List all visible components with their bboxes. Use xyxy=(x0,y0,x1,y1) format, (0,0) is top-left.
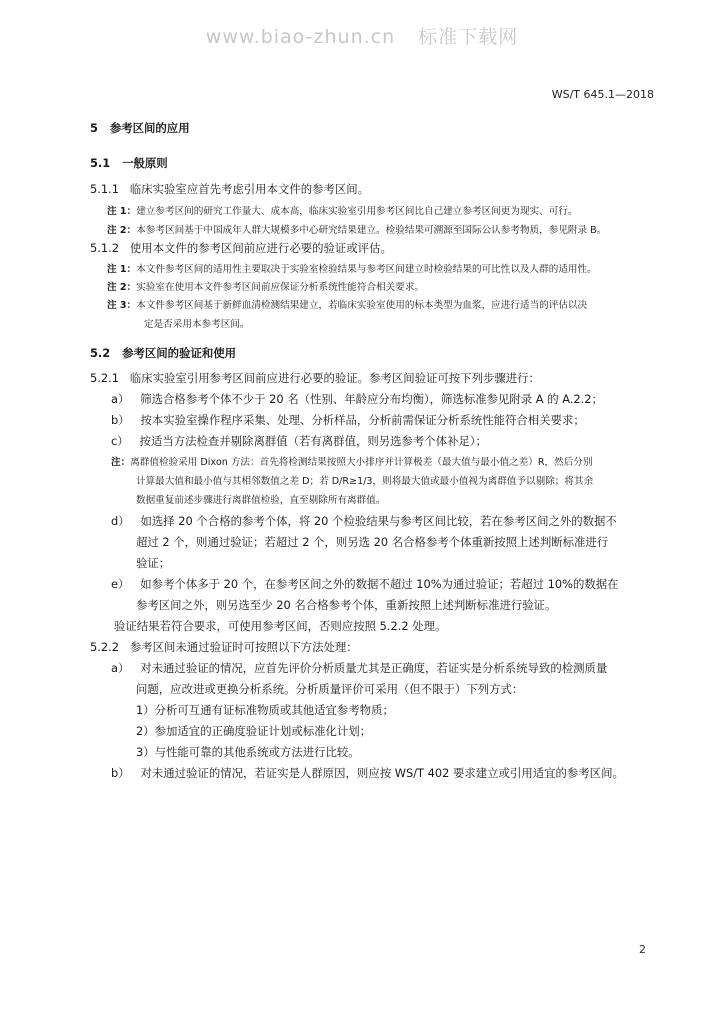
standard-number: WS/T 645.1—2018 xyxy=(551,88,654,101)
list-item-e xyxy=(111,576,619,592)
sub-item: 1）分析可互通有证标准物质或其他适宜参考物质； xyxy=(136,703,394,717)
note-label: 注 1： xyxy=(107,264,137,275)
clause-text: 临床实验室应首先考虑引用本文件的参考区间。 xyxy=(129,182,370,196)
clause-number: 5.2.2 xyxy=(90,640,119,654)
section-title: 参考区间的应用 xyxy=(109,121,190,135)
list-text: 按本实验室操作程序采集、处理、分析样品，分析前需保证分析系统性能符合相关要求； xyxy=(140,413,585,427)
note xyxy=(111,454,592,468)
clause-5-1-2 xyxy=(90,240,392,256)
list-continuation: 参考区间之外，则另选至少 20 名合格参考个体，重新按照上述判断标准进行验证。 xyxy=(136,598,557,612)
note xyxy=(107,222,606,236)
list-text: 如参考个体多于 20 个，在参考区间之外的数据不超过 10%为通过验证；若超过 10%的数据在 xyxy=(140,577,619,591)
note-text: 离群值检验采用 Dixon 方法：首先将检测结果按照大小排序并计算极差（最大值与最小值之差）R，然后分别 xyxy=(130,457,593,468)
clause-5-2-1 xyxy=(90,370,540,386)
list-item-b xyxy=(111,412,585,428)
note-text: 建立参考区间的研究工作量大、成本高，临床实验室引用参考区间比自己建立参考区间更为现实、可行。 xyxy=(136,206,578,217)
note xyxy=(107,297,587,311)
note-label: 注 3： xyxy=(107,300,137,311)
note-text: 本文件参考区间的适用性主要取决于实验室检验结果与参考区间建立时检验结果的可比性以及人群的适用性。 xyxy=(136,264,597,275)
list-text: 筛选合格参考个体不少于 20 名（性别、年龄应分布均衡），筛选标准参见附录 A 的 A.2.2； xyxy=(140,392,603,406)
clause-text: 使用本文件的参考区间前应进行必要的验证或评估。 xyxy=(129,241,392,255)
note-label: 注 2： xyxy=(107,225,137,236)
list-continuation: 验证； xyxy=(136,556,171,570)
clause-text: 参考区间未通过验证时可按照以下方法处理： xyxy=(129,640,358,654)
note-label: 注： xyxy=(111,457,131,468)
clause-number: 5.1.2 xyxy=(90,241,119,255)
note xyxy=(107,279,424,293)
clause-number: 5.1.1 xyxy=(90,182,119,196)
list-text: 对未通过验证的情况，应首先评价分析质量尤其是正确度，若证实是分析系统导致的检测质量 xyxy=(140,661,608,675)
list-label: c） xyxy=(111,434,129,448)
page-number: 2 xyxy=(639,943,646,956)
note-continuation: 定是否采用本参考区间。 xyxy=(144,319,250,330)
list-item-a xyxy=(111,391,603,407)
note-continuation: 数据重复前述步骤进行离群值检验，直至剔除所有离群值。 xyxy=(136,495,386,506)
list-item-a xyxy=(111,660,607,676)
section-5-2-heading xyxy=(90,345,236,361)
clause-text: 临床实验室引用参考区间前应进行必要的验证。参考区间验证可按下列步骤进行： xyxy=(129,371,540,385)
list-text: 如选择 20 个合格的参考个体，将 20 个检验结果与参考区间比较，若在参考区间之外的数据不 xyxy=(140,514,617,528)
list-continuation: 超过 2 个，则通过验证；若超过 2 个，则另选 20 名合格参考个体重新按照上述判断标准进行 xyxy=(136,535,609,549)
list-item-b xyxy=(111,765,624,781)
watermark-name: 标准下载网 xyxy=(418,26,519,48)
section-title: 一般原则 xyxy=(122,156,168,170)
section-5-1-heading xyxy=(90,155,168,171)
note-label: 注 1： xyxy=(107,206,137,217)
note-text: 实验室在使用本文件参考区间前应保证分析系统性能符合相关要求。 xyxy=(136,282,425,293)
clause-5-2-2 xyxy=(90,639,358,655)
note xyxy=(107,261,597,275)
list-continuation: 问题，应改进或更换分析系统。分析质量评价可采用（但不限于）下列方式： xyxy=(136,682,524,696)
watermark-site: www.biao-zhun.cn xyxy=(205,26,396,48)
watermark xyxy=(0,22,724,49)
list-item-c xyxy=(111,433,487,449)
sub-item: 2）参加适宜的正确度验证计划或标准化计划； xyxy=(136,724,372,738)
note-continuation: 计算最大值和最小值与其相邻数值之差 D；若 D/R≥1/3，则将最大值或最小值视为离群值予以剔除；将其余 xyxy=(136,476,594,487)
note-text: 本参考区间基于中国成年人群大规模多中心研究结果建立。检验结果可溯源至国际公认参考物质，参见附录 B。 xyxy=(136,225,607,236)
section-number: 5 xyxy=(90,121,98,135)
section-number: 5.2 xyxy=(90,346,111,360)
conclusion-text: 验证结果若符合要求，可使用参考区间，否则应按照 5.2.2 处理。 xyxy=(114,619,447,633)
section-5-heading xyxy=(90,120,190,136)
list-label: d） xyxy=(111,514,130,528)
note-label: 注 2： xyxy=(107,282,137,293)
list-label: e） xyxy=(111,577,130,591)
section-title: 参考区间的验证和使用 xyxy=(122,346,237,360)
sub-item: 3）与性能可靠的其他系统或方法进行比较。 xyxy=(136,745,360,759)
list-text: 对未通过验证的情况，若证实是人群原因，则应按 WS/T 402 要求建立或引用适宜的参考区间。 xyxy=(140,766,624,780)
list-label: a） xyxy=(111,392,130,406)
note-text: 本文件参考区间基于新鲜血清检测结果建立，若临床实验室使用的标本类型为血浆，应进行适当的评估以决 xyxy=(136,300,588,311)
note xyxy=(107,203,578,217)
list-item-d xyxy=(111,513,617,529)
list-label: b） xyxy=(111,413,130,427)
clause-number: 5.2.1 xyxy=(90,371,119,385)
list-text: 按适当方法检查并剔除离群值（若有离群值，则另选参考个体补足）； xyxy=(139,434,487,448)
clause-5-1-1 xyxy=(90,181,369,197)
list-label: a） xyxy=(111,661,130,675)
section-number: 5.1 xyxy=(90,156,111,170)
list-label: b） xyxy=(111,766,130,780)
